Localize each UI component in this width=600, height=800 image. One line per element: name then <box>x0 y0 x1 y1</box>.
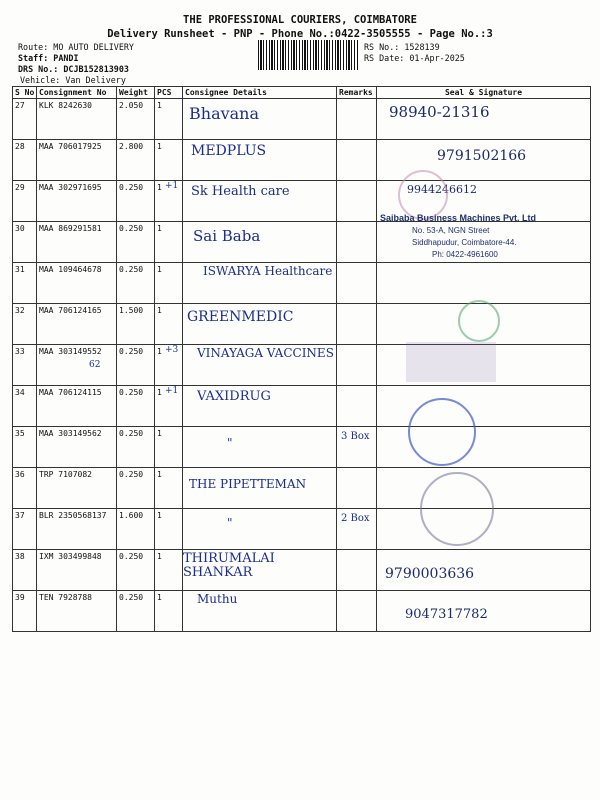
remarks-cell <box>337 263 377 304</box>
runsheet-subtitle: Delivery Runsheet - PNP - Phone No.:0422-3505555 - Page No.:3 <box>107 28 493 40</box>
col-remarks: Remarks <box>337 87 377 99</box>
consignment-number: MAA 303149562 <box>39 429 102 438</box>
weight-cell: 2.800 <box>117 140 155 181</box>
sno-cell: 27 <box>13 99 37 140</box>
sno-cell: 29 <box>13 181 37 222</box>
consignee-handwriting: VAXIDRUG <box>197 389 271 404</box>
col-seal: Seal & Signature <box>377 87 591 99</box>
consignee-handwriting: VINAYAGA VACCINES <box>197 346 334 360</box>
consignment-number: MAA 706017925 <box>39 142 102 151</box>
pcs-value: 1 <box>157 429 162 438</box>
weight-cell: 0.250 <box>117 345 155 386</box>
pcs-value: 1 <box>157 593 162 602</box>
pcs-value: 1 <box>157 224 162 233</box>
consignee-cell <box>183 99 337 140</box>
remarks-handwriting: 3 Box <box>341 431 370 442</box>
sno-cell: 33 <box>13 345 37 386</box>
pcs-note: +1 <box>165 181 179 191</box>
consignee-cell <box>183 181 337 222</box>
pcs-value: 1 <box>157 511 162 520</box>
consignment-cell <box>37 181 117 222</box>
consignment-cell <box>37 386 117 427</box>
consignment-number: MAA 706124165 <box>39 306 102 315</box>
consignee-cell <box>183 468 337 509</box>
remarks-cell <box>337 345 377 386</box>
remarks-cell <box>337 468 377 509</box>
table-row <box>13 427 591 468</box>
col-sno: S No <box>13 87 37 99</box>
consignment-note: 62 <box>89 360 101 370</box>
remarks-cell <box>337 140 377 181</box>
consignee-cell <box>183 345 337 386</box>
weight-cell: 0.250 <box>117 468 155 509</box>
saibaba-stamp-name: Saibaba Business Machines Pvt. Ltd <box>380 213 537 223</box>
weight-cell: 2.050 <box>117 99 155 140</box>
pcs-cell <box>155 427 183 468</box>
vinayaga-stamp-icon <box>406 342 496 382</box>
rs-number: RS No.: 1528139 <box>364 42 440 52</box>
seal-signature-cell <box>377 99 591 140</box>
pcs-value: 1 <box>157 101 162 110</box>
consignment-number: BLR 2350568137 <box>39 511 107 520</box>
pcs-value: 1 <box>157 552 162 561</box>
weight-cell: 1.500 <box>117 304 155 345</box>
barcode-icon <box>258 40 358 70</box>
table-header-row <box>13 87 591 99</box>
col-consignee: Consignee Details <box>183 87 337 99</box>
sno-cell: 38 <box>13 550 37 591</box>
route-label: Route: MO AUTO DELIVERY <box>18 42 134 52</box>
sno-cell: 36 <box>13 468 37 509</box>
table-row <box>13 386 591 427</box>
weight-cell: 0.250 <box>117 386 155 427</box>
signature-phone: 9790003636 <box>385 566 475 582</box>
consignment-cell <box>37 99 117 140</box>
consignment-cell <box>37 591 117 632</box>
pcs-cell <box>155 509 183 550</box>
consignment-cell <box>37 550 117 591</box>
consignee-handwriting: Muthu <box>197 592 238 606</box>
table-row <box>13 263 591 304</box>
table-row <box>13 99 591 140</box>
pcs-value: 1 <box>157 306 162 315</box>
sno-cell: 31 <box>13 263 37 304</box>
consignment-cell <box>37 140 117 181</box>
pcs-value: 1 <box>157 470 162 479</box>
consignment-number: MAA 869291581 <box>39 224 102 233</box>
sno-cell: 35 <box>13 427 37 468</box>
remarks-cell <box>337 181 377 222</box>
weight-cell: 1.600 <box>117 509 155 550</box>
signature-phone: 98940-21316 <box>389 103 490 121</box>
consignment-number: IXM 303499848 <box>39 552 102 561</box>
weight-cell: 0.250 <box>117 550 155 591</box>
seal-signature-cell <box>377 591 591 632</box>
pcs-value: 1 <box>157 265 162 274</box>
company-title: THE PROFESSIONAL COURIERS, COIMBATORE <box>183 14 417 26</box>
consignee-handwriting: GREENMEDIC <box>187 309 294 325</box>
weight-cell: 0.250 <box>117 222 155 263</box>
consignee-handwriting: " <box>227 436 233 450</box>
pcs-cell <box>155 263 183 304</box>
consignee-cell <box>183 386 337 427</box>
consignment-number: TRP 7107082 <box>39 470 92 479</box>
remarks-cell <box>337 550 377 591</box>
consignee-handwriting: ISWARYA Healthcare <box>203 264 333 278</box>
sno-cell: 37 <box>13 509 37 550</box>
pcs-cell <box>155 99 183 140</box>
consignee-cell <box>183 427 337 468</box>
remarks-cell <box>337 222 377 263</box>
consignee-handwriting: THIRUMALAI SHANKAR <box>183 551 275 581</box>
vaxidrug-seal-icon <box>408 398 476 466</box>
table-row <box>13 591 591 632</box>
col-pcs: PCS <box>155 87 183 99</box>
consignment-number: KLK 8242630 <box>39 101 92 110</box>
weight-cell: 0.250 <box>117 591 155 632</box>
seal-signature-cell <box>377 550 591 591</box>
pcs-value: 1 <box>157 347 162 356</box>
table-row <box>13 468 591 509</box>
consignment-cell <box>37 345 117 386</box>
pcs-cell <box>155 345 183 386</box>
consignee-cell <box>183 550 337 591</box>
remarks-cell <box>337 427 377 468</box>
pcs-cell <box>155 140 183 181</box>
signature-phone: 9944246612 <box>407 183 477 196</box>
saibaba-stamp-address2: Siddhapudur, Coimbatore-44. <box>412 238 517 247</box>
pcs-cell <box>155 550 183 591</box>
remarks-cell <box>337 99 377 140</box>
consignee-cell <box>183 304 337 345</box>
consignee-cell <box>183 222 337 263</box>
pcs-cell <box>155 304 183 345</box>
consignment-cell <box>37 509 117 550</box>
pcs-cell <box>155 222 183 263</box>
consignment-number: MAA 706124115 <box>39 388 102 397</box>
table-row <box>13 345 591 386</box>
sno-cell: 28 <box>13 140 37 181</box>
consignment-number: MAA 109464678 <box>39 265 102 274</box>
consignee-handwriting: THE PIPETTEMAN <box>189 477 307 491</box>
seal-signature-cell <box>377 263 591 304</box>
consignment-cell <box>37 222 117 263</box>
signature-phone: 9791502166 <box>437 148 527 164</box>
pcs-cell <box>155 468 183 509</box>
vehicle-label: Vehicle: Van Delivery <box>20 75 126 85</box>
remarks-cell <box>337 386 377 427</box>
consignee-cell <box>183 263 337 304</box>
pcs-cell <box>155 591 183 632</box>
saibaba-stamp-phone: Ph: 0422-4961600 <box>432 250 498 259</box>
table-row <box>13 550 591 591</box>
consignee-cell <box>183 591 337 632</box>
consignment-number: TEN 7928788 <box>39 593 92 602</box>
rs-date: RS Date: 01-Apr-2025 <box>364 53 465 63</box>
remarks-handwriting: 2 Box <box>341 513 370 524</box>
consignee-handwriting: Sk Health care <box>191 184 290 199</box>
sno-cell: 34 <box>13 386 37 427</box>
sno-cell: 30 <box>13 222 37 263</box>
pcs-value: 1 <box>157 142 162 151</box>
weight-cell: 0.250 <box>117 427 155 468</box>
seal-signature-cell <box>377 386 591 427</box>
pcs-cell <box>155 181 183 222</box>
consignment-number: MAA 303149552 <box>39 347 102 356</box>
consignment-cell <box>37 427 117 468</box>
consignee-cell <box>183 140 337 181</box>
consignee-handwriting: Sai Baba <box>193 227 261 245</box>
staff-label: Staff: PANDI <box>18 53 79 63</box>
pcs-value: 1 <box>157 183 162 192</box>
runsheet-table <box>12 86 591 632</box>
table-row <box>13 509 591 550</box>
table-row <box>13 140 591 181</box>
consignee-handwriting: " <box>227 516 233 530</box>
consignee-cell <box>183 509 337 550</box>
sno-cell: 32 <box>13 304 37 345</box>
pcs-note: +1 <box>165 386 179 396</box>
pipetteman-seal-icon <box>420 472 494 546</box>
pcs-cell <box>155 386 183 427</box>
consignment-cell <box>37 468 117 509</box>
table-row <box>13 304 591 345</box>
weight-cell: 0.250 <box>117 263 155 304</box>
col-weight: Weight <box>117 87 155 99</box>
consignment-number: MAA 302971695 <box>39 183 102 192</box>
sno-cell: 39 <box>13 591 37 632</box>
drs-number: DRS No.: DCJB152813903 <box>18 64 129 74</box>
col-consignment: Consignment No <box>37 87 117 99</box>
consignment-cell <box>37 263 117 304</box>
pcs-value: 1 <box>157 388 162 397</box>
consignee-handwriting: Bhavana <box>189 104 260 123</box>
remarks-cell <box>337 591 377 632</box>
weight-cell: 0.250 <box>117 181 155 222</box>
pcs-note: +3 <box>165 345 179 355</box>
signature-phone: 9047317782 <box>405 607 488 622</box>
remarks-cell <box>337 304 377 345</box>
consignment-cell <box>37 304 117 345</box>
green-seal-icon <box>458 300 500 342</box>
remarks-cell <box>337 509 377 550</box>
saibaba-stamp-address1: No. 53-A, NGN Street <box>412 226 490 235</box>
consignee-handwriting: MEDPLUS <box>191 143 267 159</box>
